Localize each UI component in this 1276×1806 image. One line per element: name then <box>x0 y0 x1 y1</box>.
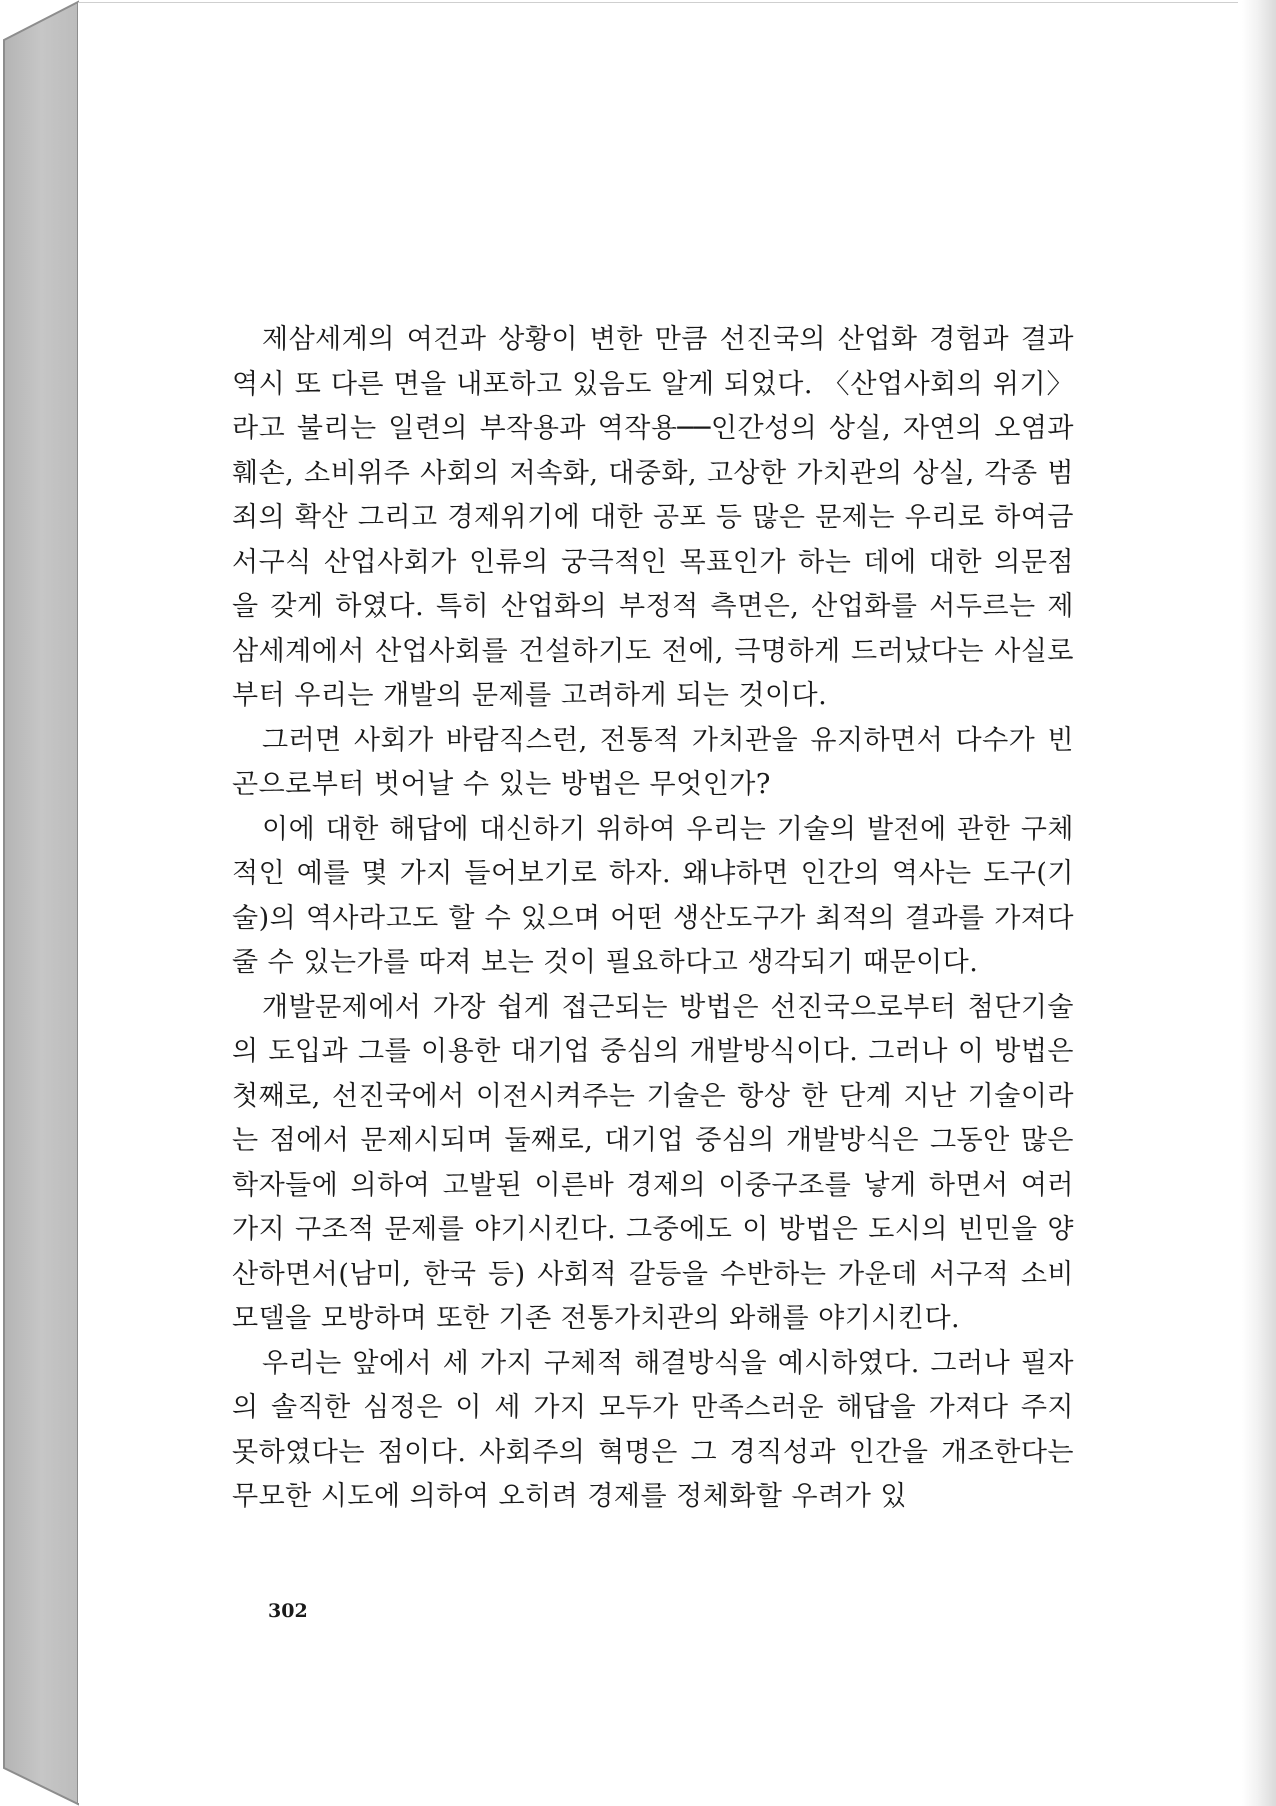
page-edge-shadow <box>1242 0 1276 1806</box>
page-body-text <box>232 318 1074 1520</box>
paragraph-3: 이에 대한 해답에 대신하기 위하여 우리는 기술의 발전에 관한 구체적인 예를 몇 가지 들어보기로 하자. 왜냐하면 인간의 역사는 도구(기술)의 역사라고도 할 수 있으며 어떤 생산도구가 최적의 결과를 가져다 줄 수 있는가를 따져 보는 것이 필요하다고 생각되기 때문이다. <box>232 813 1074 978</box>
paragraph-5: 우리는 앞에서 세 가지 구체적 해결방식을 예시하였다. 그러나 필자의 솔직한 심정은 이 세 가지 모두가 만족스러운 해답을 가져다 주지 못하였다는 점이다. 사회주의 혁명은 그 경직성과 인간을 개조한다는 무모한 시도에 의하여 오히려 경제를 정체화할 우려가 있 <box>232 1347 1074 1512</box>
book-spine <box>0 0 80 1806</box>
paragraph-2: 그러면 사회가 바람직스런, 전통적 가치관을 유지하면서 다수가 빈곤으로부터 벗어날 수 있는 방법은 무엇인가? <box>232 724 1074 800</box>
paragraph-4: 개발문제에서 가장 쉽게 접근되는 방법은 선진국으로부터 첨단기술의 도입과 그를 이용한 대기업 중심의 개발방식이다. 그러나 이 방법은 첫째로, 선진국에서 이전시켜주는 기술은 항상 한 단계 지난 기술이라는 점에서 문제시되며 둘째로, 대기업 중심의 개발방식은 그동안 많은 학자들에 의하여 고발된 이른바 경제의 이중구조를 낳게 하면서 여러가지 구조적 문제를 야기시킨다. 그중에도 이 방법은 도시의 빈민을 양산하면서(남미, 한국 등) 사회적 갈등을 수반하는 가운데 서구적 소비모델을 모방하며 또한 기존 전통가치관의 와해를 야기시킨다. <box>232 991 1074 1334</box>
page-number: 302 <box>268 1600 308 1622</box>
paragraph-1: 제삼세계의 여건과 상황이 변한 만큼 선진국의 산업화 경험과 결과 역시 또 다른 면을 내포하고 있음도 알게 되었다. 〈산업사회의 위기〉라고 불리는 일련의 부작용과 역작용──인간성의 상실, 자연의 오염과 훼손, 소비위주 사회의 저속화, 대중화, 고상한 가치관의 상실, 각종 범죄의 확산 그리고 경제위기에 대한 공포 등 많은 문제는 우리로 하여금 서구식 산업사회가 인류의 궁극적인 목표인가 하는 데에 대한 의문점을 갖게 하였다. 특히 산업화의 부정적 측면은, 산업화를 서두르는 제삼세계에서 산업사회를 건설하기도 전에, 극명하게 드러났다는 사실로부터 우리는 개발의 문제를 고려하게 되는 것이다. <box>232 324 1074 711</box>
